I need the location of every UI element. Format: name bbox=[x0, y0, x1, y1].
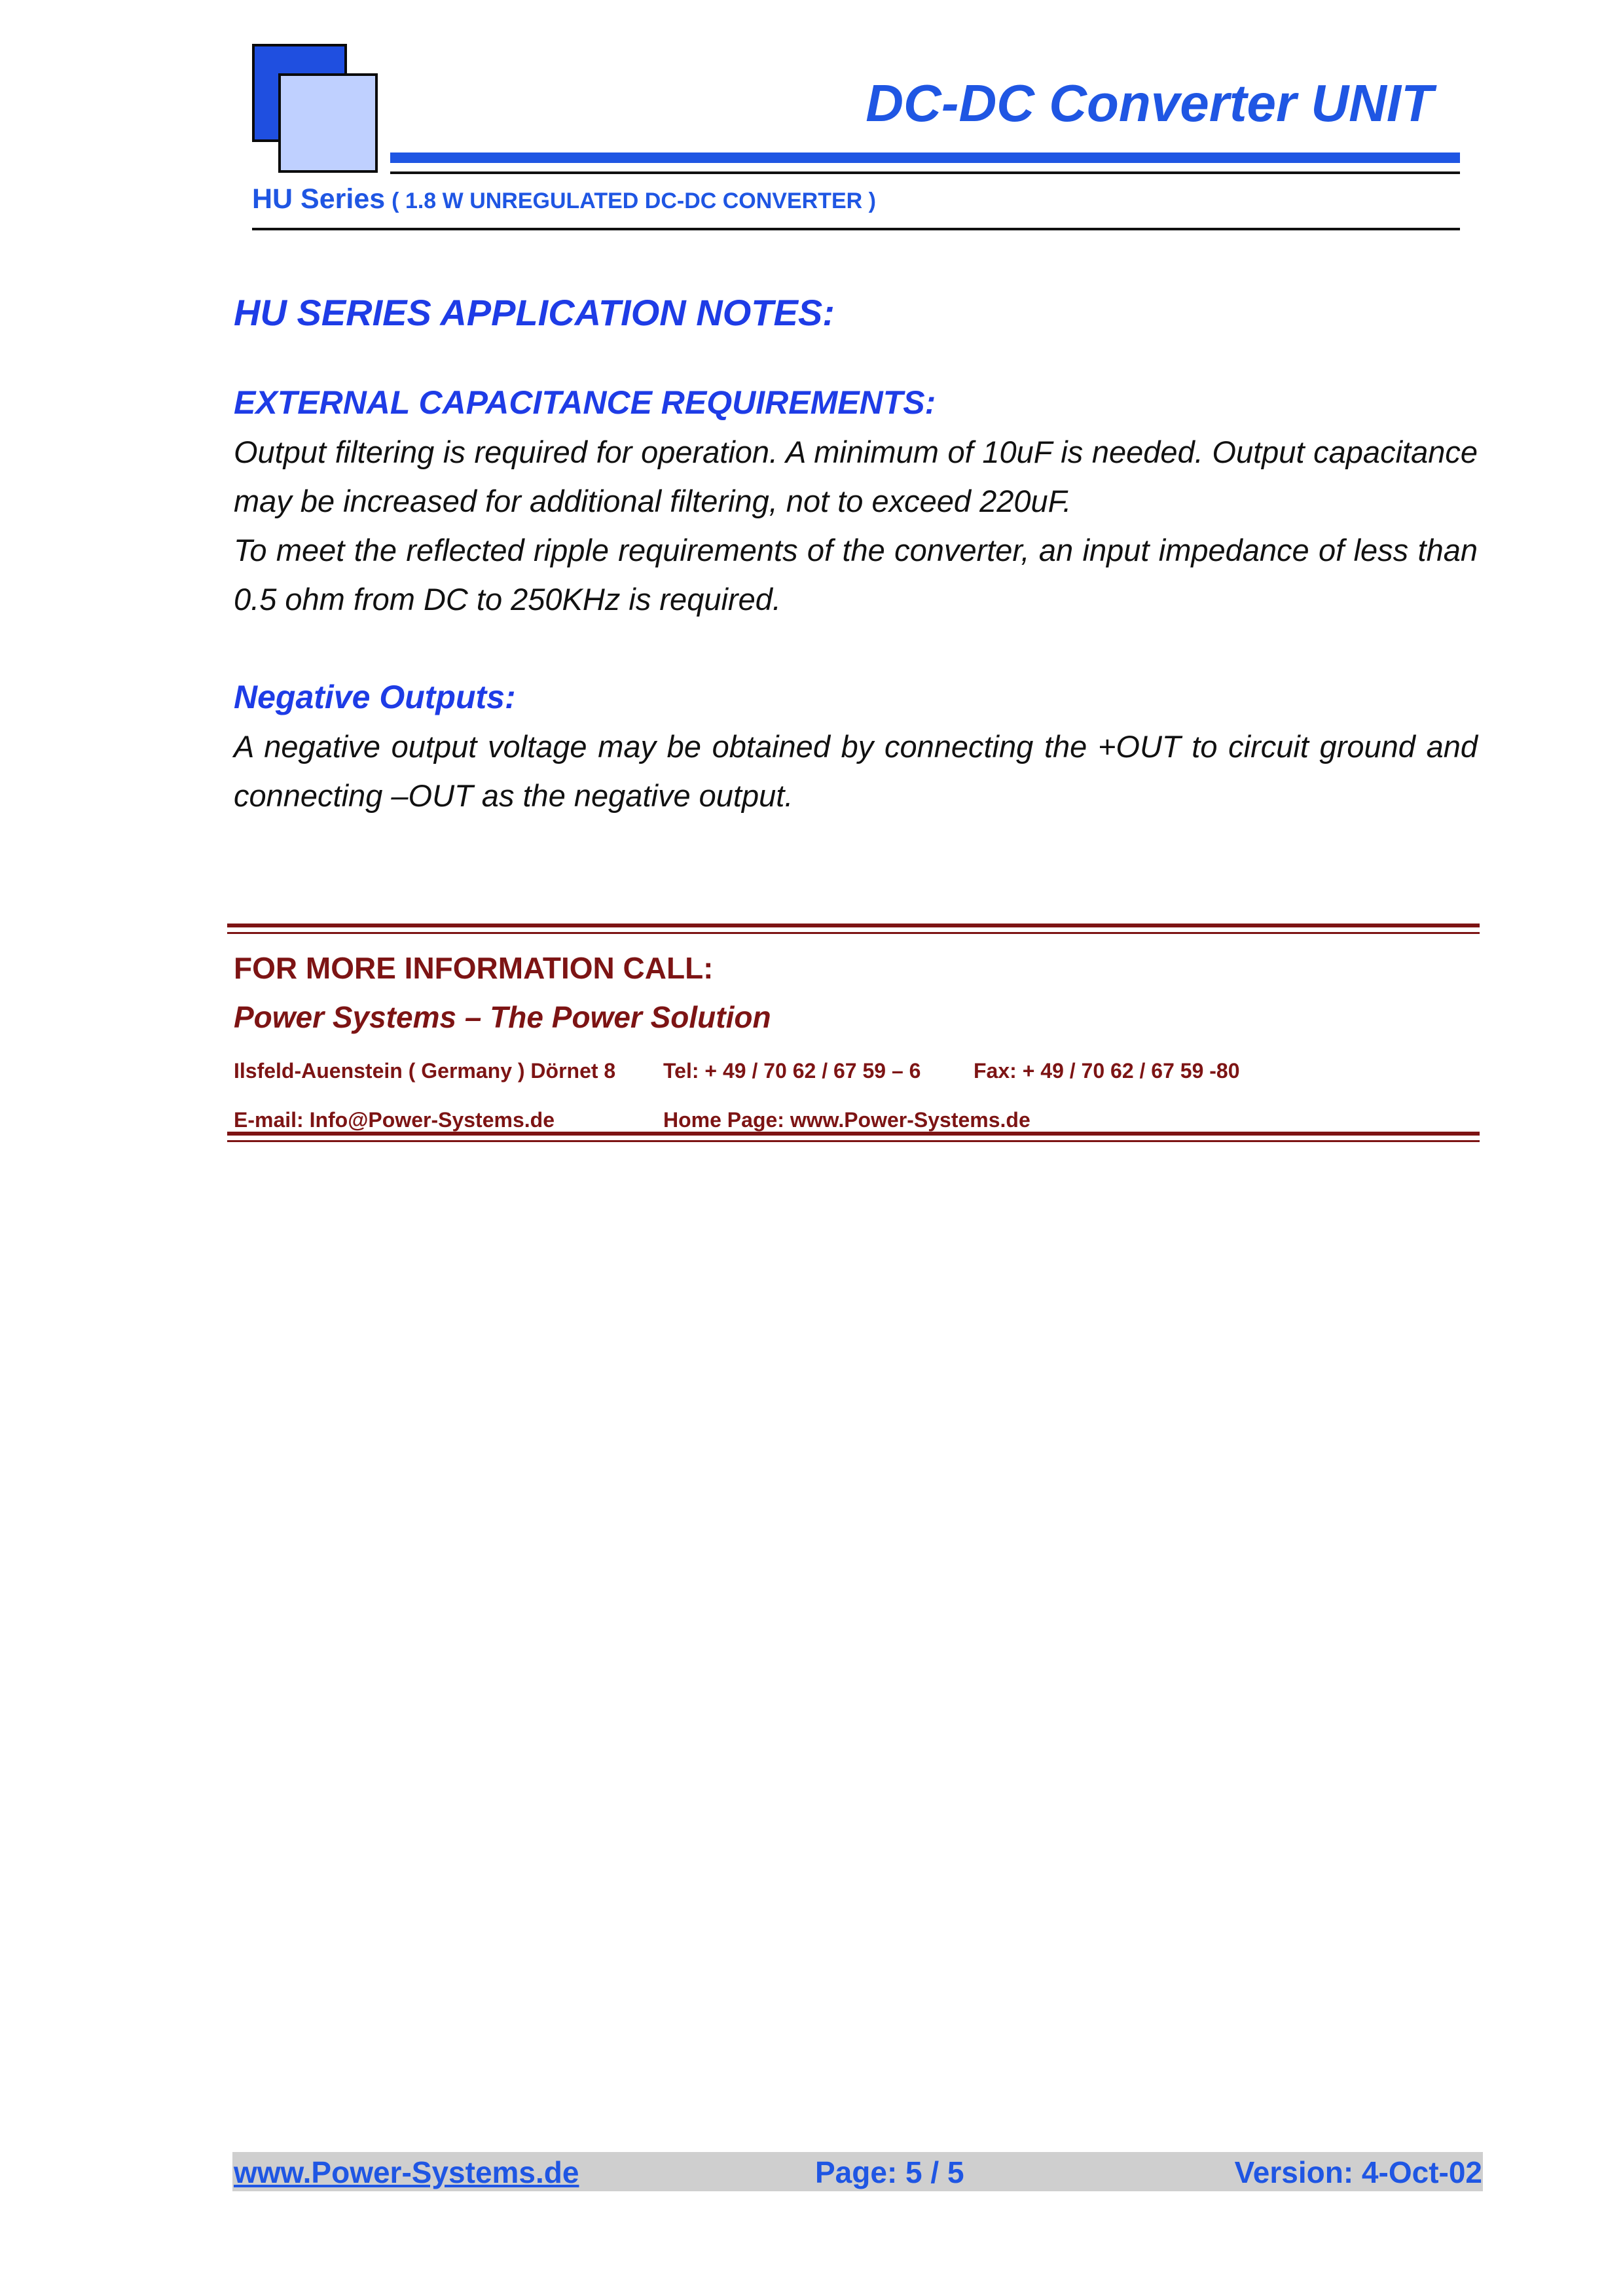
footer-page-number: Page: 5 / 5 bbox=[815, 2155, 964, 2189]
series-subtitle bbox=[252, 183, 876, 215]
main-heading: HU SERIES APPLICATION NOTES: bbox=[234, 292, 835, 333]
paragraph-reflected-ripple: To meet the reflected ripple requirements of the converter, an input impedance of less than 0.5 ohm from DC to 250KHz is required. bbox=[234, 533, 1478, 617]
title-underline-thick bbox=[390, 152, 1460, 163]
section-heading-capacitance: EXTERNAL CAPACITANCE REQUIREMENTS: bbox=[234, 384, 936, 421]
series-name: HU Series bbox=[252, 183, 386, 215]
company-address: Ilsfeld-Auenstein ( Germany ) Dörnet 8 bbox=[234, 1059, 616, 1083]
title-underline-thin bbox=[390, 171, 1460, 174]
footer-website-link[interactable]: www.Power-Systems.de bbox=[234, 2155, 579, 2189]
contact-bottom-rule bbox=[227, 1132, 1480, 1136]
telephone-number: Tel: + 49 / 70 62 / 67 59 – 6 bbox=[663, 1059, 921, 1083]
contact-top-rule bbox=[227, 924, 1480, 927]
contact-heading: FOR MORE INFORMATION CALL: bbox=[234, 951, 714, 985]
document-title: DC-DC Converter UNIT bbox=[866, 74, 1433, 132]
footer-version: Version: 4-Oct-02 bbox=[1234, 2155, 1482, 2189]
logo-square-front bbox=[278, 73, 378, 173]
company-name: Power Systems – The Power Solution bbox=[234, 1000, 771, 1034]
contact-top-rule-thin bbox=[227, 932, 1480, 934]
paragraph-output-filtering: Output filtering is required for operation. A minimum of 10uF is needed. Output capacitance may be increased for additional filtering, not to exceed 220uF. bbox=[234, 435, 1478, 518]
homepage-link[interactable]: Home Page: www.Power-Systems.de bbox=[663, 1108, 1030, 1132]
paragraph-negative-output: A negative output voltage may be obtained by connecting the +OUT to circuit ground and connecting –OUT as the negative output. bbox=[234, 729, 1478, 813]
header-divider bbox=[252, 228, 1460, 230]
series-description: ( 1.8 W UNREGULATED DC-DC CONVERTER ) bbox=[392, 188, 876, 213]
fax-number: Fax: + 49 / 70 62 / 67 59 -80 bbox=[974, 1059, 1240, 1083]
contact-bottom-rule-thin bbox=[227, 1140, 1480, 1142]
section-heading-negative-outputs: Negative Outputs: bbox=[234, 679, 516, 715]
email-link[interactable]: E-mail: Info@Power-Systems.de bbox=[234, 1108, 555, 1132]
application-notes bbox=[234, 281, 1478, 820]
